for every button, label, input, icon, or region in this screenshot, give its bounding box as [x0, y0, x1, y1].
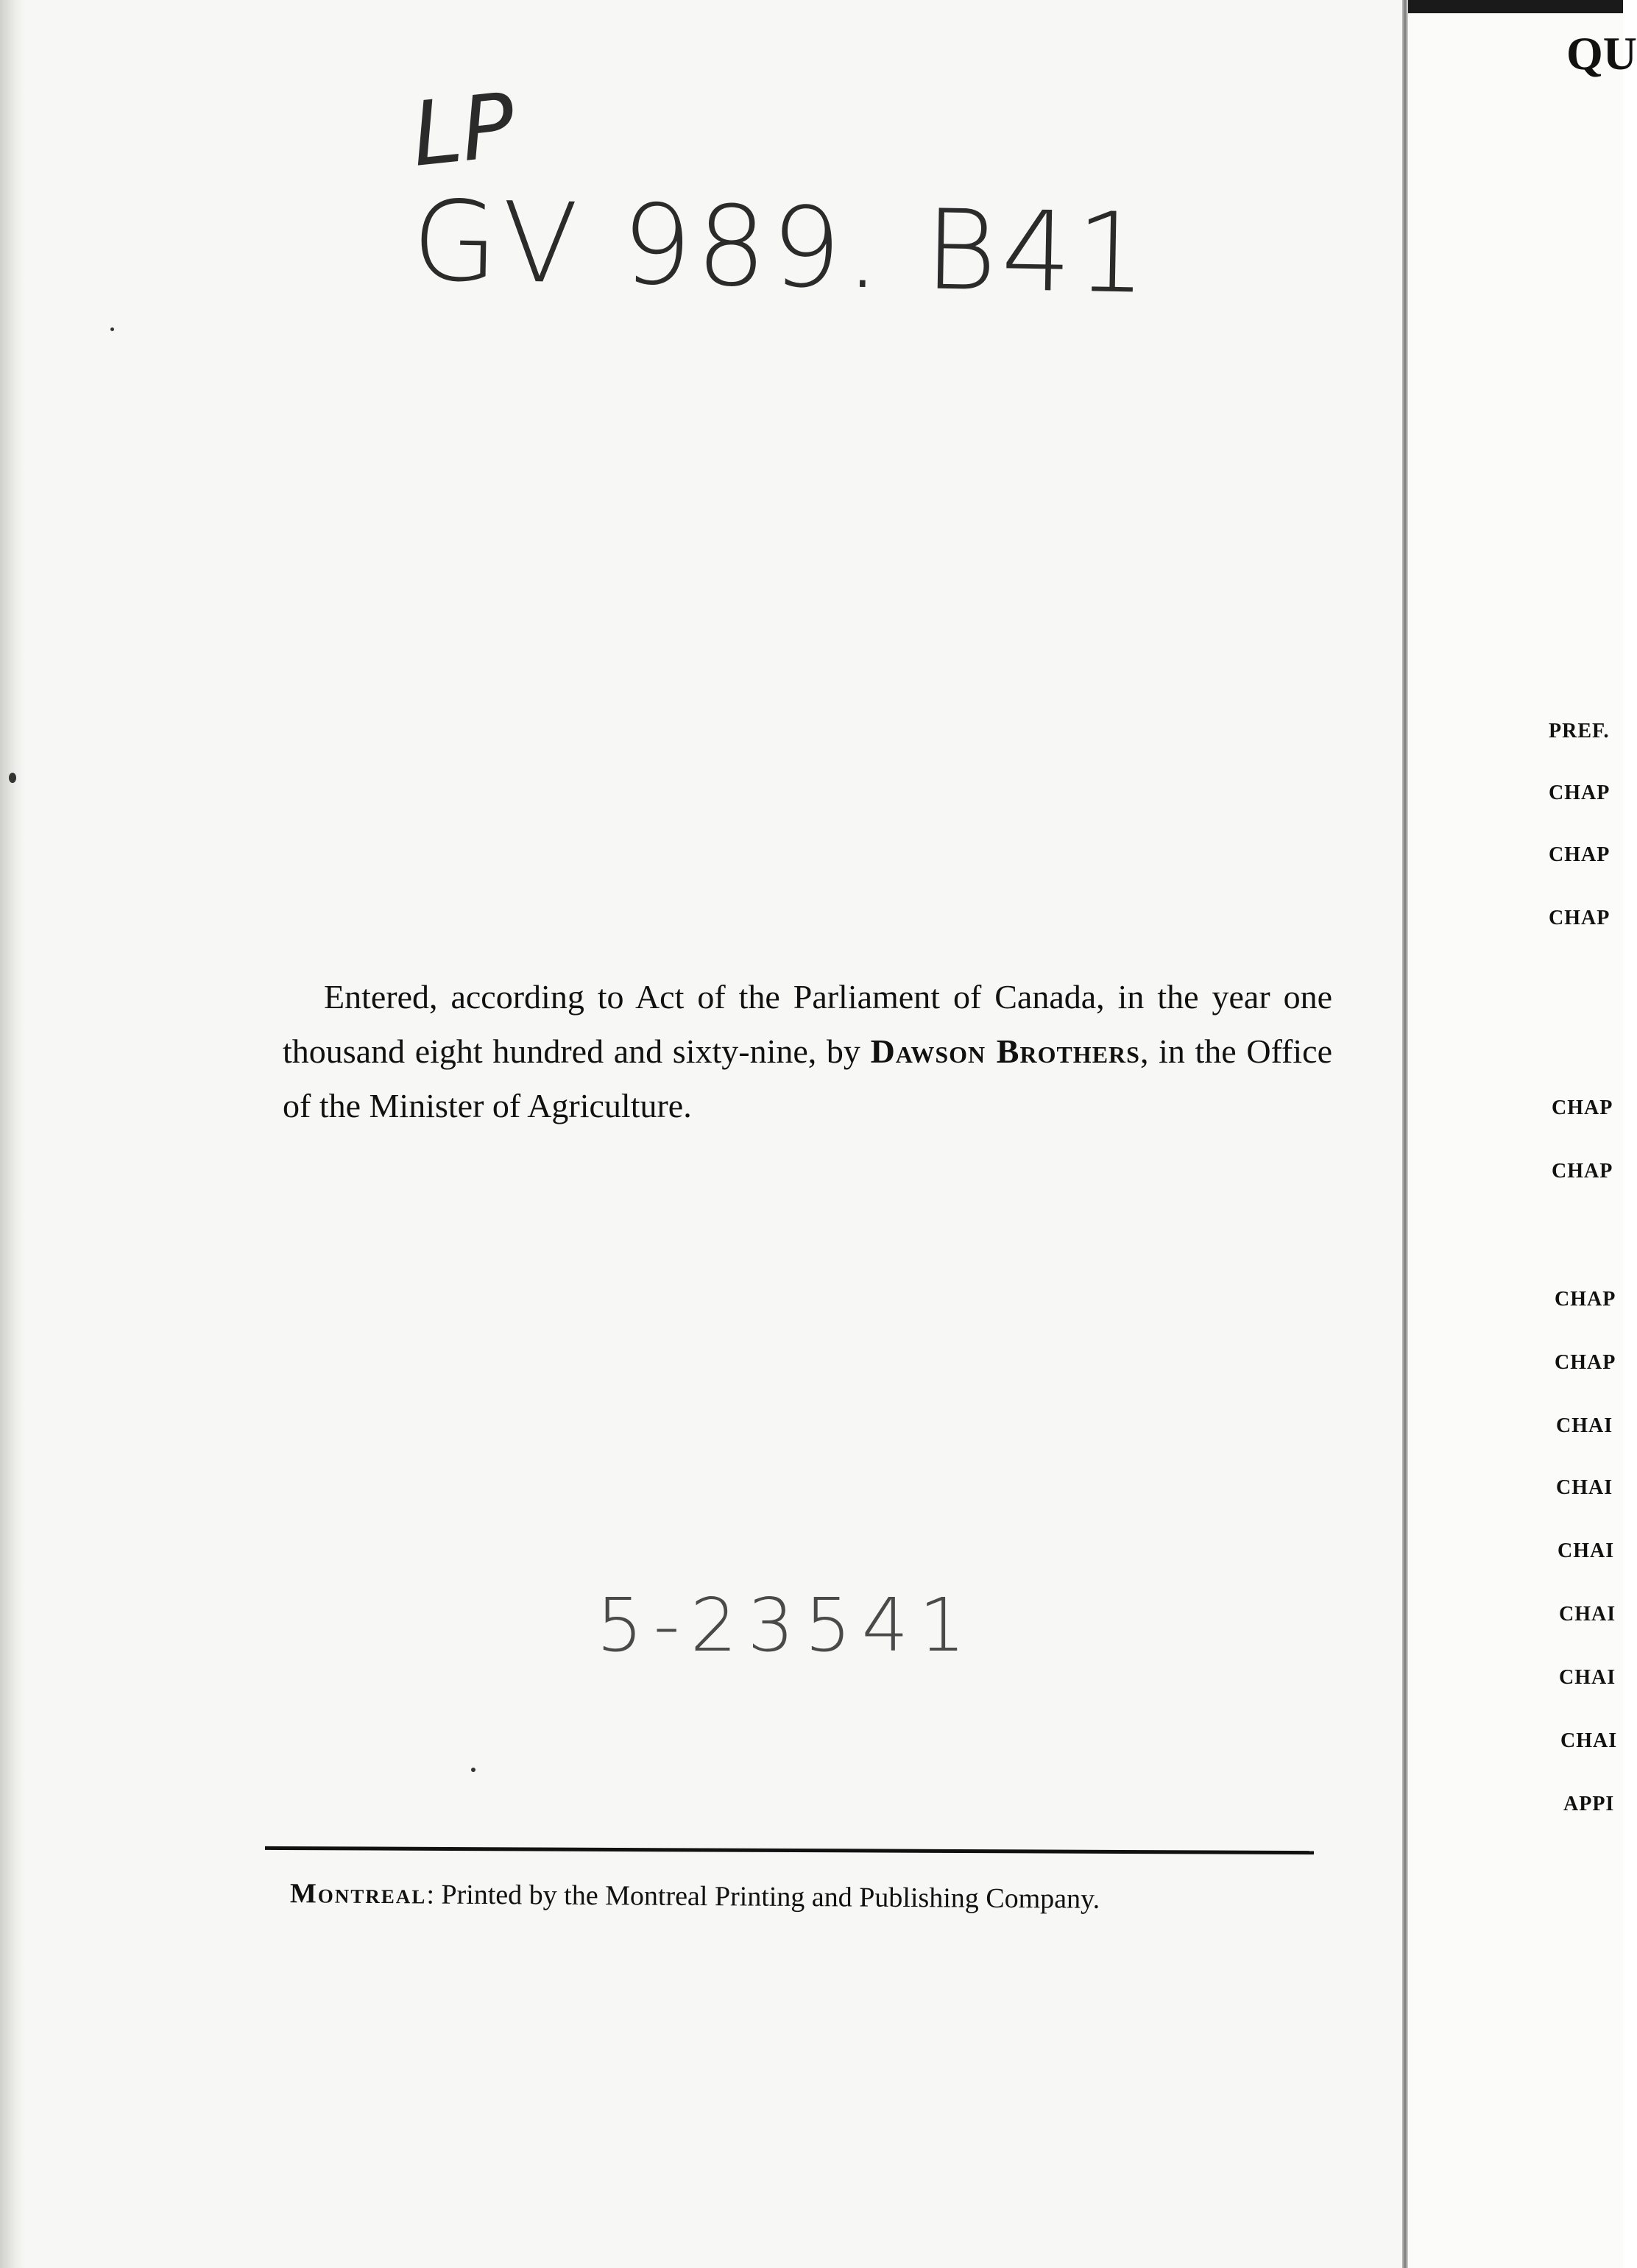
toc-entry-fragment: CHAP	[1549, 782, 1611, 804]
toc-entry-fragment: CHAI	[1558, 1539, 1615, 1562]
toc-entry-fragment: APPI	[1563, 1793, 1615, 1815]
toc-entry-fragment: PREF.	[1549, 720, 1610, 743]
handwritten-accession-number: 5-23541	[596, 1582, 976, 1668]
imprint-rule	[265, 1846, 1314, 1854]
copyright-line-3-post: , in the Office of the Minister of	[283, 1032, 1332, 1124]
toc-entry-fragment: CHAI	[1560, 1729, 1618, 1752]
handwritten-shelf-mark: LP	[407, 74, 520, 187]
recto-page-fragment	[1408, 13, 1623, 2268]
copyright-line-3-pre: by	[826, 1032, 871, 1070]
copyright-notice	[283, 970, 1332, 1133]
toc-entry-fragment: CHAP	[1549, 843, 1611, 866]
page-top-edge	[1406, 0, 1623, 13]
binding-shadow	[0, 0, 25, 2268]
toc-entry-fragment: CHAI	[1556, 1476, 1613, 1499]
toc-entry-fragment: CHAP	[1555, 1351, 1616, 1374]
toc-entry-fragment: CHAI	[1559, 1666, 1616, 1689]
copyright-line-4: Agriculture.	[527, 1087, 692, 1124]
imprint-place: Montreal	[289, 1878, 427, 1910]
toc-entry-fragment: CHAP	[1552, 1096, 1613, 1119]
copyright-line-1: Entered, according to Act of the Parliament of Canada,	[324, 978, 1105, 1016]
facing-page-heading-fragment: QU	[1566, 27, 1637, 79]
book-gutter	[1402, 0, 1408, 2268]
printer-imprint	[290, 1877, 1100, 1916]
scan-speck	[110, 327, 114, 331]
scan-speck	[471, 1768, 475, 1772]
handwritten-call-number: GV 989. B41	[411, 177, 1152, 319]
toc-entry-fragment: CHAP	[1555, 1288, 1616, 1311]
scan-speck	[9, 773, 16, 783]
copyright-line-2: in the year one thousand eight hundred and sixty-nine,	[283, 978, 1332, 1070]
imprint-text: Printed by the Montreal Printing and Publishing Company.	[441, 1879, 1100, 1915]
copyright-paragraph	[283, 970, 1332, 1133]
toc-entry-fragment: CHAP	[1552, 1160, 1613, 1183]
imprint-separator: :	[426, 1879, 442, 1910]
toc-entry-fragment: CHAI	[1556, 1414, 1613, 1437]
publisher-name: Dawson Brothers	[870, 1032, 1140, 1070]
toc-entry-fragment: CHAP	[1549, 907, 1611, 929]
toc-entry-fragment: CHAI	[1559, 1603, 1616, 1626]
